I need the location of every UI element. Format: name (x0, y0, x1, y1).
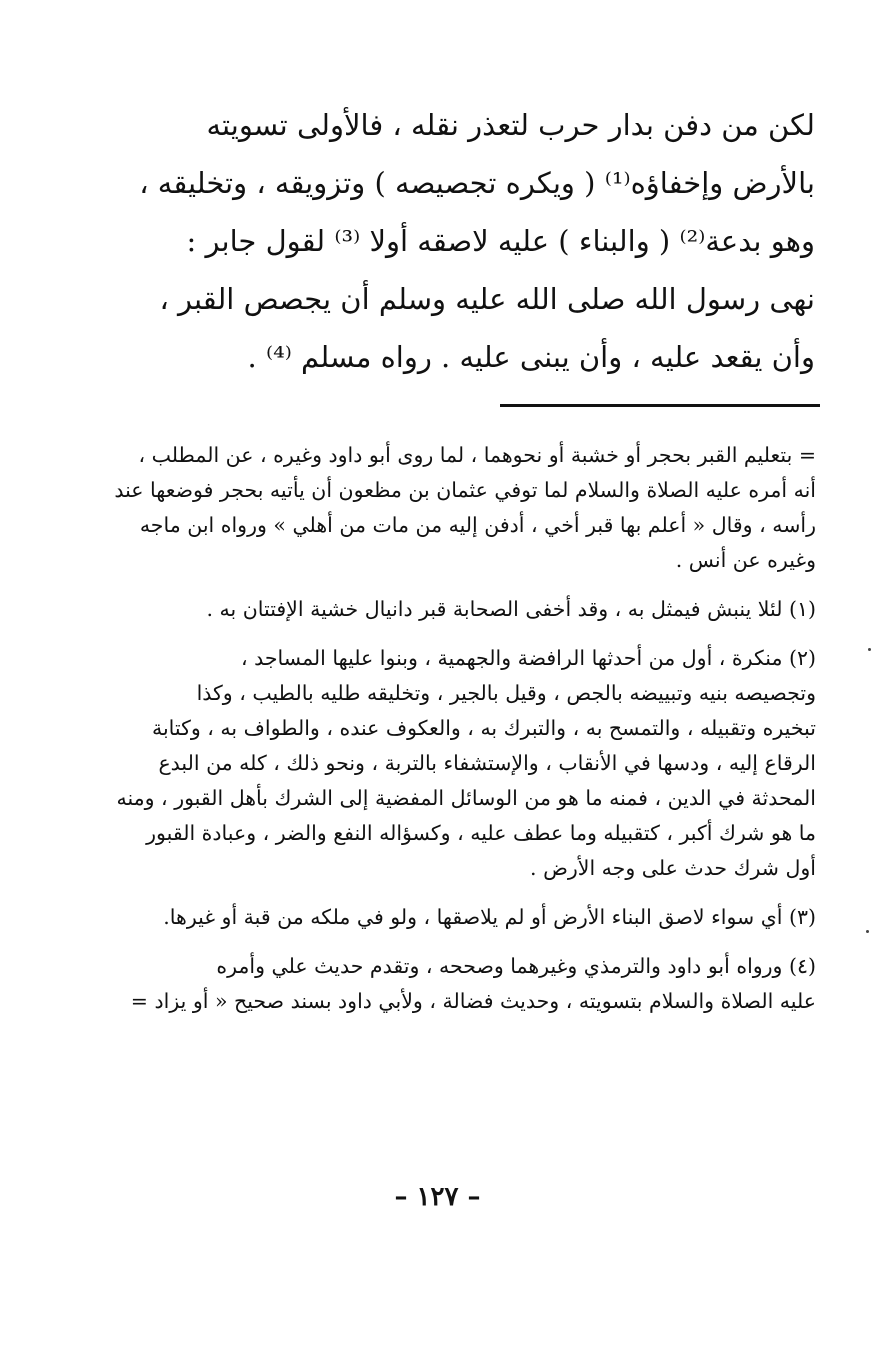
footnote-1 (92, 592, 816, 627)
main-text-line: وهو بدعة⁽²⁾ ( والبناء ) عليه لاصقه أولا ⁽³⁾ لقول جابر : (186, 224, 815, 258)
footnote-line: المحدثة في الدين ، فمنه ما هو من الوسائل المفضية إلى الشرك بأهل القبور ، ومنه (116, 786, 816, 810)
footnote-continuation (92, 438, 816, 578)
page-number: – ١٢٧ – (394, 1182, 481, 1212)
footnote-line: أنه أمره عليه الصلاة والسلام لما توفي عثمان بن مظعون أن يأتيه بحجر فوضعها عند (114, 478, 816, 502)
footnotes (92, 438, 816, 1033)
footnote-line: وغيره عن أنس . (675, 548, 816, 572)
footnote-line: (٣) أي سواء لاصق البناء الأرض أو لم يلاصقها ، ولو في ملكه من قبة أو غيرها. (163, 905, 816, 929)
footnote-line: (٤) ورواه أبو داود والترمذي وغيرهما وصححه ، وتقدم حديث علي وأمره (216, 954, 816, 978)
scan-speck (868, 648, 871, 651)
main-text (110, 96, 815, 386)
footnote-2 (92, 641, 816, 886)
footnote-3 (92, 900, 816, 935)
main-text-line: وأن يقعد عليه ، وأن يبنى عليه . رواه مسلم ⁽⁴⁾ . (247, 340, 815, 374)
footnote-line: رأسه ، وقال « أعلم بها قبر أخي ، أدفن إليه من مات من أهلي » ورواه ابن ماجه (139, 513, 816, 537)
scan-speck (866, 930, 869, 933)
footnote-line: ما هو شرك أكبر ، كتقبيله وما عطف عليه ، وكسؤاله النفع والضر ، وعبادة القبور (146, 821, 816, 845)
footnote-line: عليه الصلاة والسلام بتسويته ، وحديث فضالة ، ولأبي داود بسند صحيح « أو يزاد = (130, 989, 816, 1013)
main-text-line: لكن من دفن بدار حرب لتعذر نقله ، فالأولى تسويته (206, 108, 815, 142)
footnote-4 (92, 949, 816, 1019)
footnote-line: الرقاع إليه ، ودسها في الأنقاب ، والإستشفاء بالتربة ، ونحو ذلك ، كله من البدع (158, 751, 816, 775)
footnote-line: (٢) منكرة ، أول من أحدثها الرافضة والجهمية ، وبنوا عليها المساجد ، (240, 646, 816, 670)
main-text-line: بالأرض وإخفاؤه⁽¹⁾ ( ويكره تجصيصه ) وتزويقه ، وتخليقه ، (139, 166, 815, 200)
footnote-line: (١) لئلا ينبش فيمثل به ، وقد أخفى الصحابة قبر دانيال خشية الإفتتان به . (206, 597, 816, 621)
main-text-line: نهى رسول الله صلى الله عليه وسلم أن يجصص القبر ، (159, 282, 815, 316)
footnote-line: تبخيره وتقبيله ، والتمسح به ، والتبرك به ، والعكوف عنده ، والطواف به ، وكتابة (151, 716, 816, 740)
footnote-line: أول شرك حدث على وجه الأرض . (530, 856, 816, 880)
footnote-line: وتجصيصه بنيه وتبييضه بالجص ، وقيل بالجير ، وتخليقه طليه بالطيب ، وكذا (196, 681, 816, 705)
footnote-line: = بتعليم القبر بحجر أو خشبة أو نحوهما ، لما روى أبو داود وغيره ، عن المطلب ، (138, 443, 816, 467)
footnote-separator (500, 404, 820, 407)
